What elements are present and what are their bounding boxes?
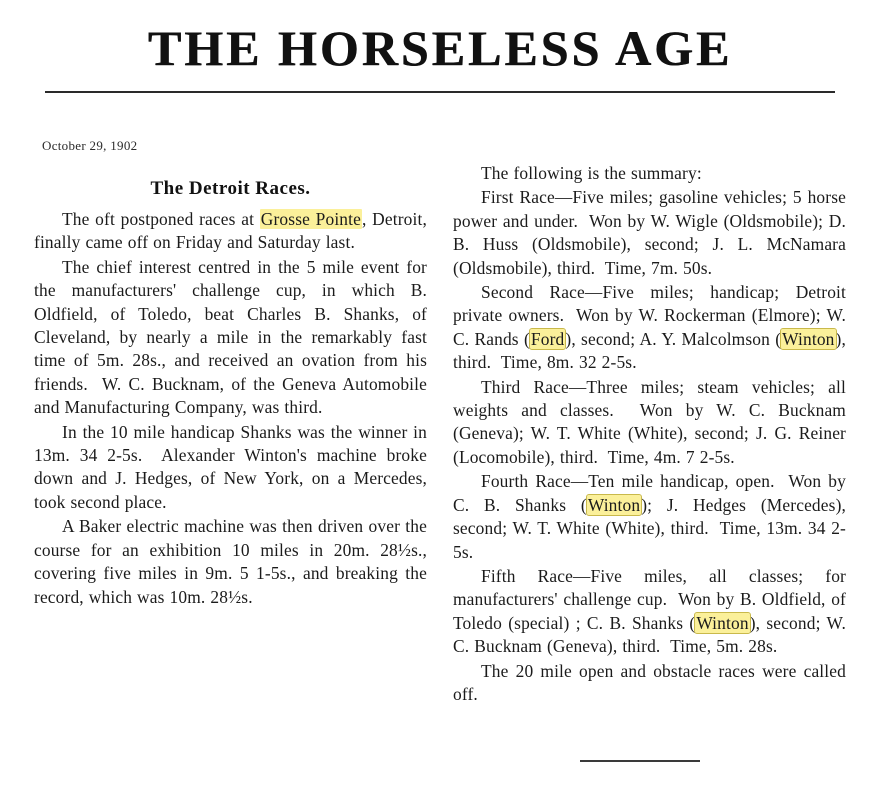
- paragraph: [34, 515, 432, 609]
- text-run: The following is the summary:: [481, 163, 702, 183]
- text-run: In the 10 mile handicap Shanks was the winner in 13m. 34 2-5s. Alexander Winton's machine broke down and J. Hedges, of New York, on a Mercedes, took second place.: [34, 421, 432, 512]
- text-run: Third Race—Three miles; steam vehicles; all weights and classes. Won by W. C. Bucknam (Geneva); W. T. White (White), second; J. G. Reiner (Locomobile), third. Time, 4m. 7 2-5s.: [453, 376, 851, 467]
- paragraph: [34, 256, 432, 420]
- text-run: ), second; A. Y. Malcolmson (: [565, 328, 782, 349]
- text-run: First Race—Five miles; gasoline vehicles; 5 horse power and under. Won by W. Wigle (Oldsmobile); D. B. Huss (Oldsmobile), second; J. L. McNamara (Oldsmobile), third. Time, 7m. 50s.: [453, 187, 851, 278]
- text-run: The chief interest centred in the 5 mile event for the manufacturers' challenge cup, in which B. Oldfield, of Toledo, beat Charles B. Shanks, of Cleveland, by nearly a mile in the remarkably fast time of 5m. 28s., and received an ovation from his friends. W. C. Bucknam, of the Geneva Automobile and Manufacturing Company, was third.: [34, 256, 432, 418]
- paragraph: [453, 660, 851, 707]
- right-column-body: [453, 162, 852, 706]
- highlighted-term: Winton: [782, 328, 835, 349]
- paragraph: [453, 470, 852, 564]
- article-heading: The Detroit Races.: [150, 178, 311, 199]
- paragraph: [453, 281, 851, 375]
- masthead-rule: [45, 91, 835, 93]
- highlighted-term: Ford: [530, 328, 565, 349]
- paragraph: [34, 208, 432, 255]
- text-run: Fourth Race—Ten mile handicap, open. Won by C. B. Shanks (: [453, 471, 851, 515]
- paragraph: [453, 376, 851, 470]
- text-run: , Detroit, finally came off on Friday and Saturday last.: [34, 209, 432, 253]
- page-title: THE HORSELESS AGE: [147, 20, 733, 76]
- article-columns: [0, 162, 880, 707]
- highlighted-term: Winton: [587, 494, 641, 515]
- text-run: ), third. Time, 8m. 32 2-5s.: [453, 328, 851, 373]
- text-run: Second Race—Five miles; handicap; Detroit private owners. Won by W. Rockerman (Elmore); W. C. Rands (: [453, 282, 851, 349]
- text-run: A Baker electric machine was then driven over the course for an exhibition 10 miles in 20m. 28½s., covering five miles in 9m. 5 1-5s., and breaking the record, which was 10m. 28½s.: [34, 516, 432, 607]
- footer-rule: [580, 760, 700, 762]
- text-run: The oft postponed races at: [62, 209, 260, 229]
- right-column: [453, 162, 852, 707]
- paragraph: [453, 162, 846, 185]
- left-column: [34, 162, 432, 707]
- highlighted-term: Grosse Pointe: [260, 209, 361, 229]
- text-run: ), second; W. C. Bucknam (Geneva), third. Time, 5m. 28s.: [453, 612, 851, 657]
- highlighted-term: Winton: [696, 612, 749, 633]
- left-column-body: [34, 208, 432, 609]
- text-run: Fifth Race—Five miles, all classes; for manufacturers' challenge cup. Won by B. Oldfield, of Toledo (special) ; C. B. Shanks (: [453, 565, 851, 633]
- paragraph: [34, 421, 432, 515]
- paragraph: [453, 565, 851, 659]
- text-run: ); J. Hedges (Mercedes), second; W. T. White (White), third. Time, 13m. 34 2-5s.: [453, 494, 852, 562]
- document-page: [0, 22, 880, 790]
- paragraph: [453, 186, 851, 280]
- text-run: The 20 mile open and obstacle races were called off.: [453, 660, 851, 704]
- dateline: October 29, 1902: [42, 138, 138, 153]
